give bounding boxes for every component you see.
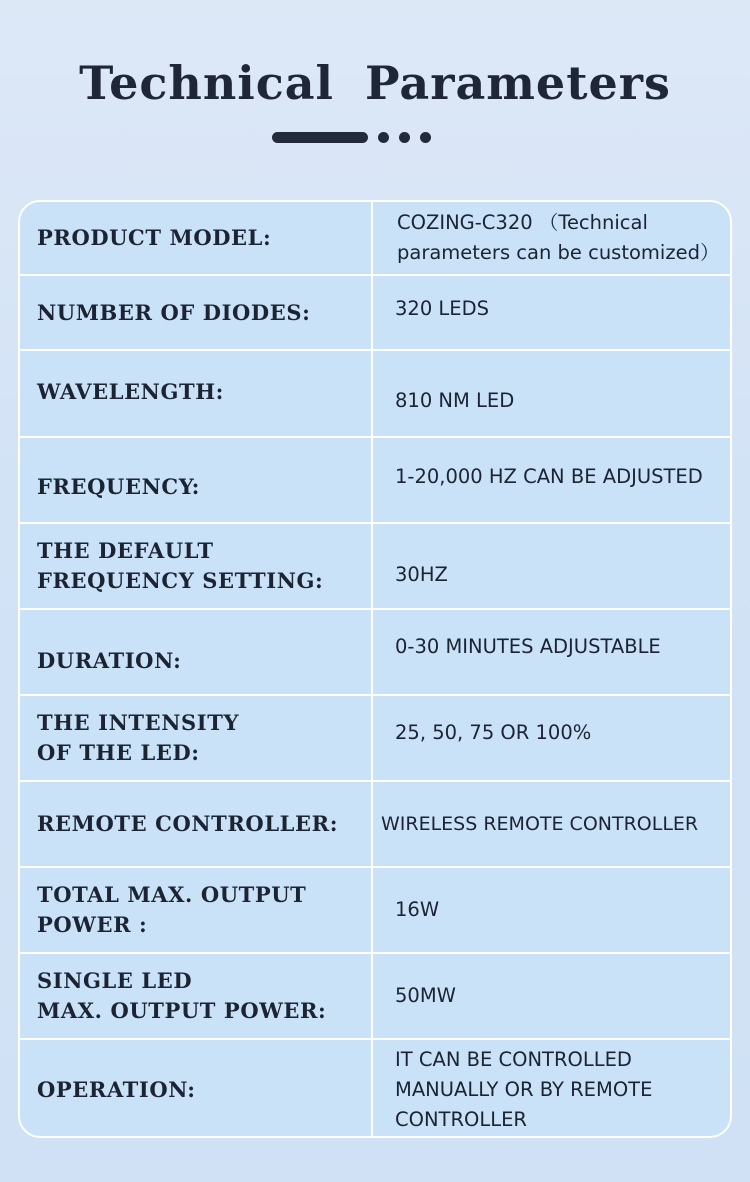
row-label: THE DEFAULT FREQUENCY SETTING: [20, 524, 373, 608]
table-row-total-output-power [20, 868, 730, 954]
table-row-product-model [20, 202, 730, 276]
row-label: NUMBER OF DIODES: [20, 276, 373, 349]
row-label: OPERATION: [20, 1040, 373, 1138]
table-row-duration [20, 610, 730, 696]
row-label: SINGLE LED MAX. OUTPUT POWER: [20, 954, 373, 1038]
row-value: IT CAN BE CONTROLLED MANUALLY OR BY REMOTE CONTROLLER [395, 1048, 653, 1131]
divider-dot [420, 132, 431, 143]
row-value: 0-30 MINUTES ADJUSTABLE [395, 635, 661, 658]
row-value: WIRELESS REMOTE CONTROLLER [381, 813, 699, 835]
row-label: TOTAL MAX. OUTPUT POWER : [20, 868, 373, 952]
table-row-wavelength [20, 351, 730, 438]
title-divider [272, 132, 431, 143]
row-value: 320 LEDS [395, 297, 489, 320]
parameters-table [18, 200, 732, 1138]
table-row-default-frequency [20, 524, 730, 610]
row-value: 810 NM LED [395, 389, 515, 412]
row-label: FREQUENCY: [20, 438, 373, 522]
row-value: 50MW [395, 984, 456, 1007]
table-row-frequency [20, 438, 730, 524]
table-row-led-intensity [20, 696, 730, 782]
row-label: THE INTENSITY OF THE LED: [20, 696, 373, 780]
row-value: 25, 50, 75 OR 100% [395, 721, 592, 744]
row-value: 30HZ [395, 563, 448, 586]
row-label: DURATION: [20, 610, 373, 694]
row-label: WAVELENGTH: [20, 351, 373, 436]
divider-dot [399, 132, 410, 143]
row-value: 1-20,000 HZ CAN BE ADJUSTED [395, 465, 703, 488]
row-value: 16W [395, 898, 440, 921]
table-row-operation [20, 1040, 730, 1138]
divider-bar [272, 132, 368, 143]
table-row-remote-controller [20, 782, 730, 868]
row-label: REMOTE CONTROLLER: [20, 782, 373, 866]
row-label: PRODUCT MODEL: [20, 202, 373, 274]
table-row-number-of-diodes [20, 276, 730, 351]
page-title: Technical Parameters [79, 56, 671, 110]
divider-dot [378, 132, 389, 143]
row-value: COZING-C320 （Technical parameters can be customized） [397, 211, 720, 264]
table-row-single-led-power [20, 954, 730, 1040]
